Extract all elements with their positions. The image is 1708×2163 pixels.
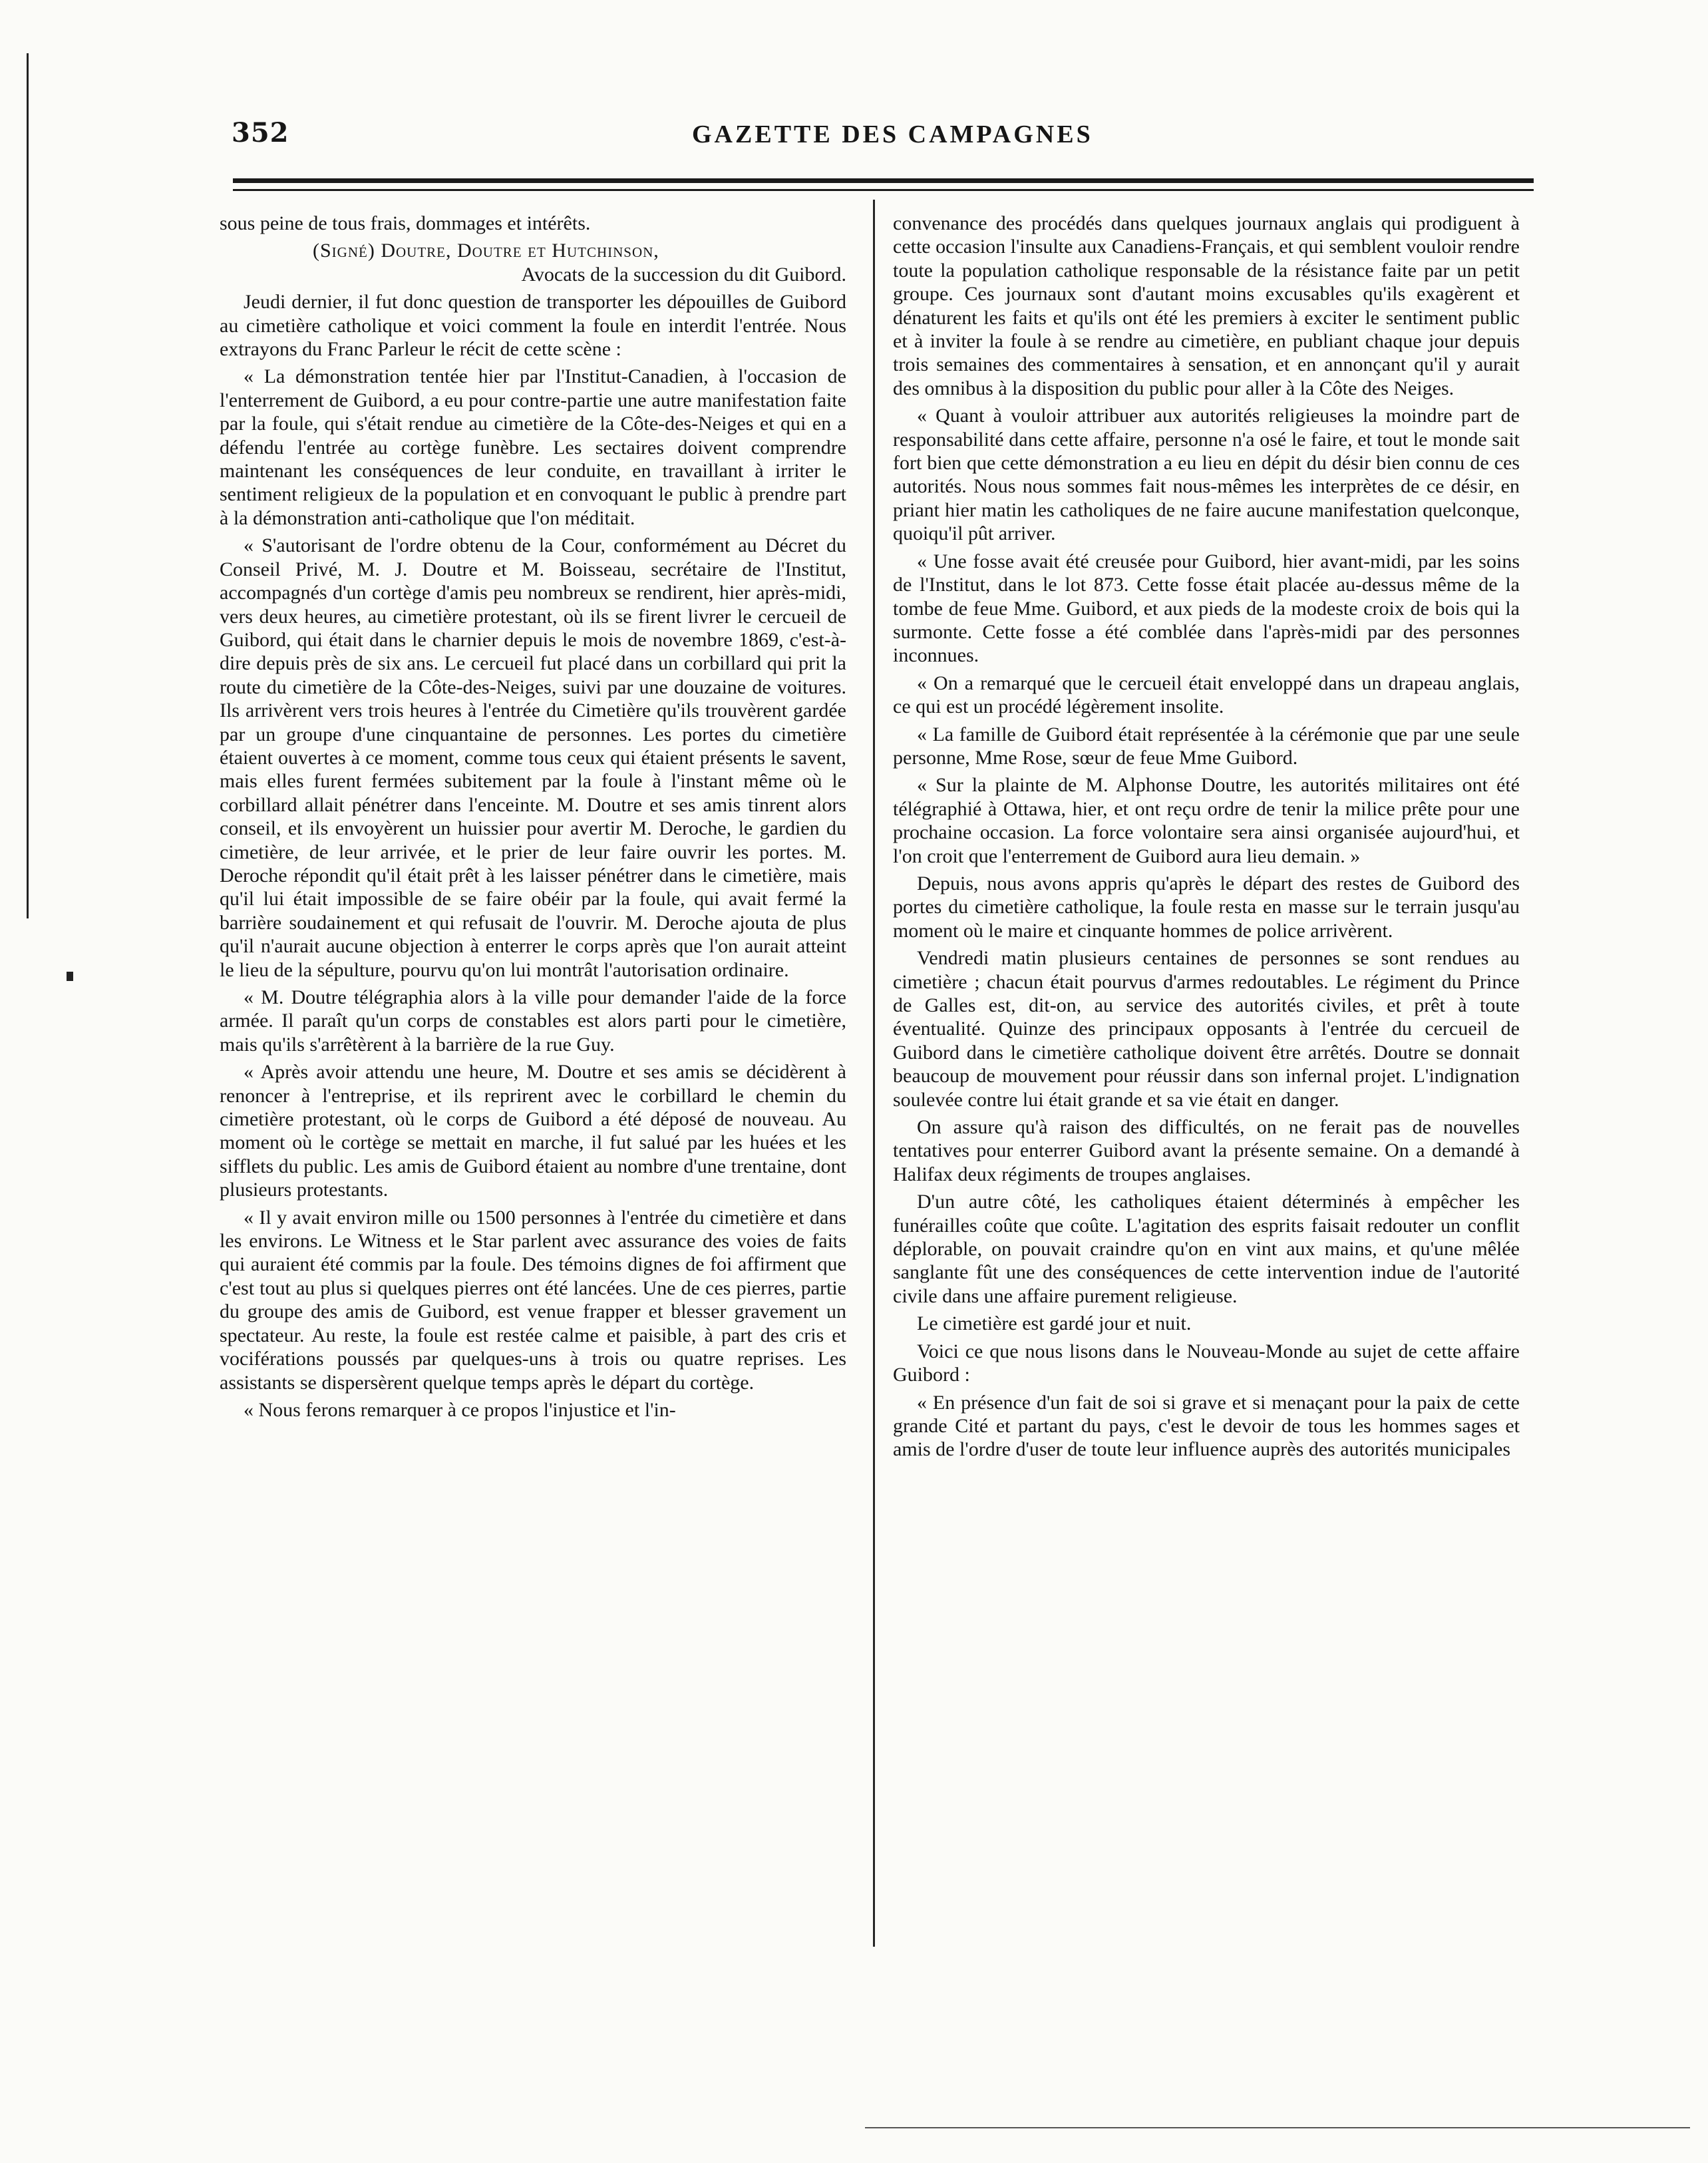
paragraph: « M. Doutre télégraphia alors à la ville pour demander l'aide de la force armée. Il paraît qu'un corps de constables est alors parti pour le cimetière, mais qu'ils s'arrêtèrent à la barrière de la rue Guy. — [220, 986, 846, 1056]
scan-margin-tick — [67, 972, 73, 981]
page-number: 352 — [232, 117, 289, 148]
scan-margin-line — [27, 53, 29, 918]
paragraph: « Après avoir attendu une heure, M. Doutre et ses amis se décidèrent à renoncer à l'entreprise, et ils reprirent avec le corbillard le chemin du cimetière protestant, où le corps de Guibord a été déposé de nouveau. Au moment où le cortège se mettait en marche, il fut salué par les huées et les sifflets du public. Les amis de Guibord étaient au nombre d'une trentaine, dont plusieurs protestants. — [220, 1061, 846, 1201]
paragraph: « Quant à vouloir attribuer aux autorités religieuses la moindre part de responsabilité dans cette affaire, personne n'a osé le faire, et tout le monde sait fort bien que cette démonstration a eu lieu en dépit du désir bien connu de ces autorités. Nous nous sommes fait nous-mêmes les interprètes de ce désir, en priant hier matin les catholiques de ne faire aucune manifestation quelconque, quoiqu'il pût arriver. — [893, 405, 1520, 545]
signature-line: (Signé) Doutre, Doutre et Hutchinson, — [313, 240, 659, 262]
paragraph: Jeudi dernier, il fut donc question de transporter les dépouilles de Guibord au cimetière catholique et voici comment la foule en interdit l'entrée. Nous extrayons du Franc Parleur le récit de cette scène : — [220, 291, 846, 361]
column-divider — [873, 200, 875, 1947]
paragraph: Depuis, nous avons appris qu'après le départ des restes de Guibord des portes du cimetière catholique, la foule resta en masse sur le terrain jusqu'au moment où le maire et cinquante hommes de police arrivèrent. — [893, 872, 1520, 942]
paragraph: D'un autre côté, les catholiques étaient déterminés à empêcher les funérailles coûte que coûte. L'agitation des esprits faisait redouter un conflit déplorable, on pouvait craindre qu'on en vint aux mains, et qu'une mêlée sanglante fût une des conséquences de cette intervention indue de l'autorité civile dans une affaire purement religieuse. — [893, 1191, 1520, 1307]
paragraph: On assure qu'à raison des difficultés, on ne ferait pas de nouvelles tentatives pour enterrer Guibord avant la présente semaine. On a demandé à Halifax deux régiments de troupes anglaises. — [893, 1116, 1520, 1185]
paragraph: convenance des procédés dans quelques journaux anglais qui prodiguent à cette occasion l'insulte aux Canadiens-Français, et qui semblent vouloir rendre toute la population catholique responsable de la résistance faite par un petit groupe. Ces journaux sont d'autant moins excusables qu'ils exagèrent et dénaturent les faits et qu'ils ont été les premiers à exciter le sentiment public et à inviter la foule à se rendre au cimetière, en publiant chaque jour depuis trois semaines des commentaires à sensation, et en annonçant qu'il y aurait des omnibus à la disposition du public pour aller à la Côte des Neiges. — [893, 212, 1520, 399]
header-rule-thick — [233, 178, 1534, 183]
paragraph: « La démonstration tentée hier par l'Institut-Canadien, à l'occasion de l'enterrement de Guibord, a eu pour contre-partie une autre manifestation faite par la foule, qui s'était rendue au cimetière de la Côte-des-Neiges et qui en a défendu l'entrée au cortège funèbre. Les sectaires doivent comprendre maintenant les conséquences de leur conduite, en travaillant à irriter le sentiment religieux de la population et en convoquant le public à prendre part à la démonstration anti-catholique que l'on méditait. — [220, 365, 846, 529]
paragraph: « S'autorisant de l'ordre obtenu de la Cour, conformément au Décret du Conseil Privé, M. J. Doutre et M. Boisseau, secrétaire de l'Institut, accompagnés d'un cortège d'amis peu nombreux se rendirent, hier après-midi, vers deux heures, au cimetière protestant, où ils se firent livrer le cercueil de Guibord, qui était dans le charnier depuis le mois de novembre 1869, c'est-à-dire depuis près de six ans. Le cercueil fut placé dans un corbillard qui prit la route du cimetière de la Côte-des-Neiges, suivi par une douzaine de voitures. Ils arrivèrent vers trois heures à l'entrée du Cimetière qu'ils trouvèrent gardée par un groupe d'une cinquantaine de personnes. Les portes du cimetière étaient ouvertes à ce moment, comme tous ceux qui étaient présents le savent, mais elles furent fermées subitement par la foule à l'instant même où le corbillard allait pénétrer dans l'enceinte. M. Doutre et ses amis tinrent alors conseil, et ils envoyèrent un huissier pour avertir M. Deroche, le gardien du cimetière, de leur arrivée, et le prier de leur faire ouvrir les portes. M. Deroche répondit qu'il était prêt à les laisser pénétrer dans le cimetière, mais qu'il lui était impossible de se faire obéir par la foule, qui avait fermé la barrière soudainement et qui refusait de l'ouvrir. M. Deroche ajouta de plus qu'il n'aurait aucune objection à enterrer le corps après que l'on aurait atteint le lieu de la sépulture, pourvu qu'on lui montrât l'autorisation ordinaire. — [220, 534, 846, 981]
right-column — [893, 212, 1520, 1466]
paragraph: « On a remarqué que le cercueil était enveloppé dans un drapeau anglais, ce qui est un procédé légèrement insolite. — [893, 672, 1520, 718]
paragraph: « Il y avait environ mille ou 1500 personnes à l'entrée du cimetière et dans les environs. Le Witness et le Star parlent avec assurance des voies de faits qui auraient été commis par la foule. Des témoins dignes de foi affirment que c'est tout au plus si quelques pierres ont été lancées. Une de ces pierres, partie du groupe des amis de Guibord, est venue frapper et blesser gravement un spectateur. Au reste, la foule est restée calme et paisible, à part des cris et vociférations poussés par quelques-uns à trois ou quatre reprises. Les assistants se dispersèrent quelque temps après le départ du cortège. — [220, 1206, 846, 1394]
running-head-title: GAZETTE DES CAMPAGNES — [692, 120, 1093, 148]
paragraph: « La famille de Guibord était représentée à la cérémonie que par une seule personne, Mme Rose, sœur de feue Mme Guibord. — [893, 723, 1520, 769]
paragraph: « Sur la plainte de M. Alphonse Doutre, les autorités militaires ont été télégraphié à Ottawa, hier, et ont reçu ordre de tenir la milice prête pour une prochaine occasion. La force volontaire sera ainsi organisée aujourd'hui, et l'on croit que l'enterrement de Guibord aura lieu demain. » — [893, 774, 1520, 867]
paragraph: Vendredi matin plusieurs centaines de personnes se sont rendues au cimetière ; chacun était pourvus d'armes redoutables. Le régiment du Prince de Galles est, dit-on, au service des autorités civiles, et prêt à toute éventualité. Quinze des principaux opposants à l'entrée du cercueil de Guibord dans le cimetière catholique doivent être arrêtés. Doutre se donnait beaucoup de mouvement pour réussir dans son infernal projet. L'indignation soulevée contre lui était grande et sa vie était en danger. — [893, 947, 1520, 1111]
header-rule-thin — [233, 189, 1534, 191]
paragraph: « Nous ferons remarquer à ce propos l'injustice et l'in- — [244, 1398, 676, 1421]
paragraph: Le cimetière est gardé jour et nuit. — [917, 1312, 1192, 1335]
paragraph: Voici ce que nous lisons dans le Nouveau-Monde au sujet de cette affaire Guibord : — [893, 1340, 1520, 1386]
paragraph: « En présence d'un fait de soi si grave et si menaçant pour la paix de cette grande Cité et partant du pays, c'est le devoir de tous les hommes sages et amis de l'ordre d'user de toute leur influence auprès des autorités municipales — [893, 1391, 1520, 1461]
paragraph: sous peine de tous frais, dommages et intérêts. — [220, 212, 591, 234]
signature-role: Avocats de la succession du dit Guibord. — [521, 263, 846, 286]
scan-bottom-rule — [865, 2127, 1690, 2128]
paragraph: « Une fosse avait été creusée pour Guibord, hier avant-midi, par les soins de l'Institut, dans le lot 873. Cette fosse était placée au-dessus même de la tombe de feue Mme. Guibord, et aux pieds de la modeste croix de bois qui la surmonte. Cette fosse a été comblée dans l'après-midi par des personnes inconnues. — [893, 550, 1520, 667]
left-column — [220, 212, 846, 1426]
